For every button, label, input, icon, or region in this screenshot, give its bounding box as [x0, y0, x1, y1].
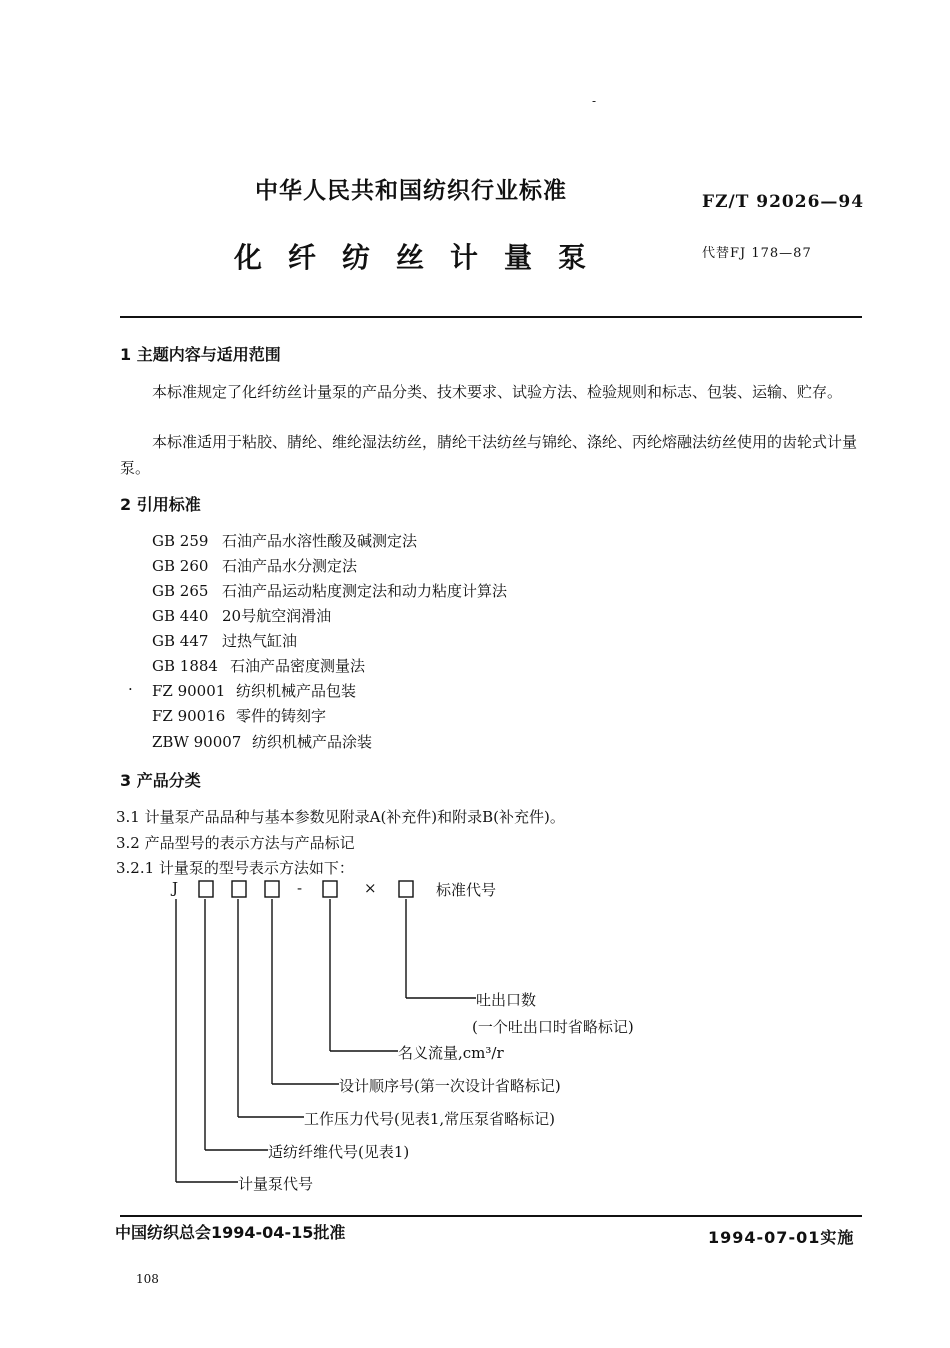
header-rule [120, 316, 862, 318]
reference-title: 20号航空润滑油 [222, 607, 332, 625]
reference-item [152, 530, 417, 551]
replaces-standard: 代替FJ 178—87 [702, 246, 812, 261]
label-pump-code: 计量泵代号 [238, 1175, 314, 1193]
placeholder-box-design [265, 881, 279, 897]
reference-item [152, 580, 507, 601]
reference-item [152, 630, 297, 651]
model-dash: - [297, 879, 303, 897]
reference-item [152, 555, 357, 576]
reference-code: FZ 90016 [152, 707, 226, 725]
label-nominal-flow: 名义流量,cm³/r [398, 1044, 504, 1062]
reference-title: 石油产品水分测定法 [222, 557, 358, 575]
approval-note: 中国纺织总会1994-04-15批准 [115, 1223, 346, 1242]
standard-organization-title: 中华人民共和国纺织行业标准 [255, 178, 567, 204]
reference-title: 纺织机械产品包装 [236, 682, 357, 700]
reference-item [152, 605, 331, 626]
clause-3-2: 3.2 产品型号的表示方法与产品标记 [116, 834, 355, 852]
reference-item [152, 655, 365, 676]
clause-3-1: 3.1 计量泵产品品种与基本参数见附录A(补充件)和附录B(补充件)。 [116, 808, 565, 826]
reference-code: ZBW 90007 [152, 733, 242, 751]
reference-item [152, 680, 356, 701]
model-times: × [364, 879, 377, 897]
placeholder-box-flow [323, 881, 337, 897]
label-design-sequence: 设计顺序号(第一次设计省略标记) [339, 1077, 561, 1095]
placeholder-box-outlets [399, 881, 413, 897]
placeholder-box-pressure [232, 881, 246, 897]
scan-bullet: · [128, 680, 133, 698]
reference-item [152, 731, 372, 752]
reference-title: 石油产品水溶性酸及碱测定法 [222, 532, 418, 550]
reference-title: 石油产品密度测量法 [230, 657, 366, 675]
standard-code: FZ/T 92026—94 [702, 192, 865, 212]
reference-code: GB 260 [152, 557, 209, 575]
section-1-paragraph-1: 本标准规定了化纤纺丝计量泵的产品分类、技术要求、试验方法、检验规则和标志、包装、运输、贮存。 [152, 383, 843, 401]
section-1-paragraph-2: 本标准适用于粘胶、腈纶、维纶湿法纺丝，腈纶干法纺丝与锦纶、涤纶、丙纶熔融法纺丝使用的齿轮式计量泵。 [120, 433, 858, 477]
clause-3-2-1: 3.2.1 计量泵的型号表示方法如下： [116, 859, 354, 877]
document-title: 化纤纺丝计量泵 [234, 241, 613, 274]
reference-title: 零件的铸刻字 [236, 707, 327, 725]
effective-date: 1994-07-01实施 [708, 1228, 855, 1247]
scan-mark: - [592, 94, 597, 108]
label-standard-code: 标准代号 [436, 881, 497, 899]
reference-item [152, 705, 326, 726]
section-3-heading: 3 产品分类 [120, 771, 201, 790]
label-outlets-note: (一个吐出口时省略标记) [472, 1018, 634, 1036]
footer-rule [120, 1215, 862, 1217]
reference-code: GB 265 [152, 582, 209, 600]
page-number: 108 [136, 1272, 159, 1286]
reference-code: GB 440 [152, 607, 209, 625]
section-1-heading: 1 主题内容与适用范围 [120, 345, 281, 364]
label-working-pressure: 工作压力代号(见表1,常压泵省略标记) [304, 1110, 556, 1128]
label-fiber-code: 适纺纤维代号(见表1) [268, 1143, 410, 1161]
reference-title: 纺织机械产品涂装 [252, 733, 373, 751]
model-prefix: J [172, 879, 179, 897]
section-2-heading: 2 引用标准 [120, 495, 201, 514]
reference-code: GB 1884 [152, 657, 218, 675]
reference-title: 过热气缸油 [222, 632, 298, 650]
reference-code: GB 447 [152, 632, 209, 650]
reference-code: FZ 90001 [152, 682, 226, 700]
label-outlets: 吐出口数 [476, 991, 537, 1009]
reference-code: GB 259 [152, 532, 209, 550]
placeholder-box-fiber [199, 881, 213, 897]
reference-title: 石油产品运动粘度测定法和动力粘度计算法 [222, 582, 508, 600]
